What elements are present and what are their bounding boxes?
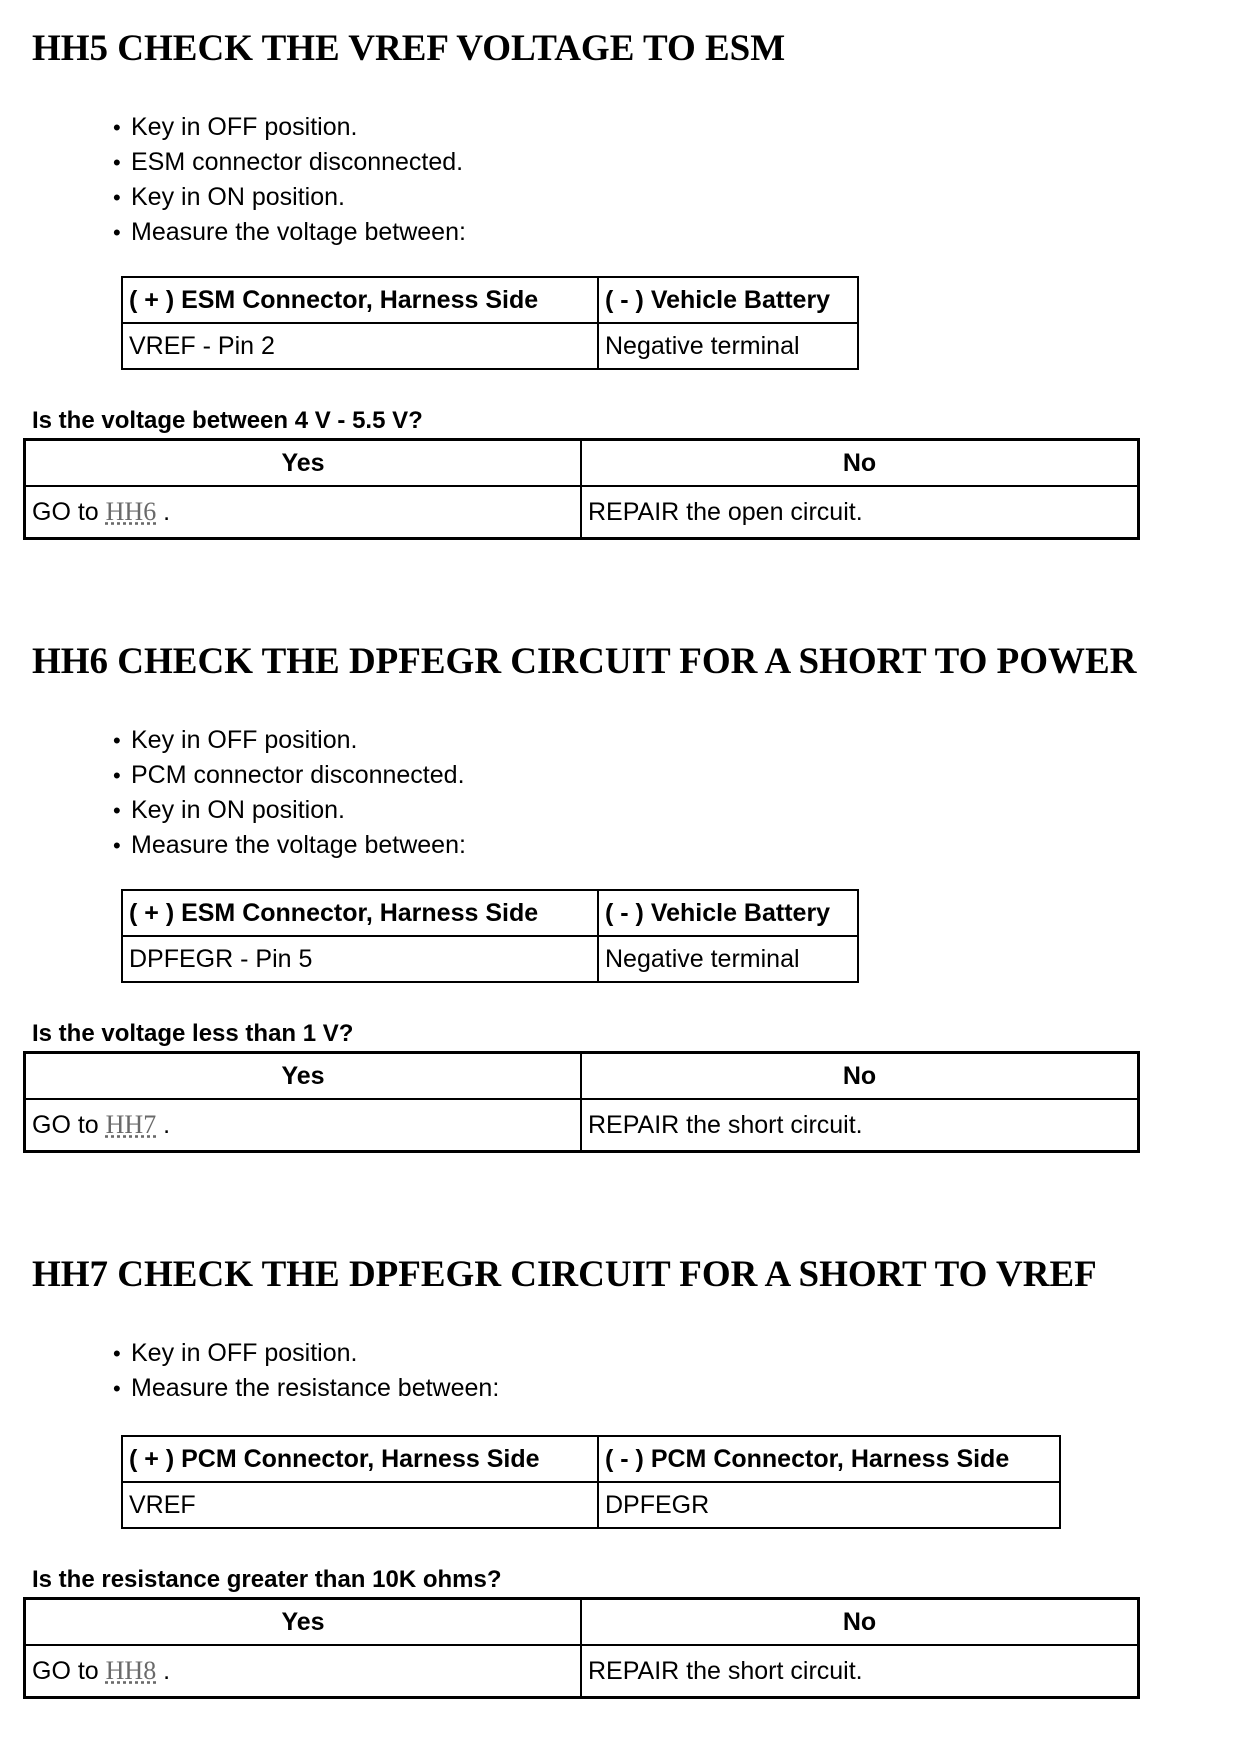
yes-no-table <box>23 1051 1140 1153</box>
measure-header-negative: ( - ) Vehicle Battery <box>598 277 858 323</box>
measure-cell-positive: VREF - Pin 2 <box>122 323 598 369</box>
bullet-icon: • <box>113 150 121 175</box>
yes-action: GO to HH8 . <box>25 1645 582 1698</box>
section-title: HH6 CHECK THE DPFEGR CIRCUIT FOR A SHORT TO POWER <box>32 641 1137 682</box>
step-item: • Key in OFF position. <box>113 723 466 758</box>
step-item: • Measure the resistance between: <box>113 1371 499 1406</box>
bullet-icon: • <box>113 115 121 140</box>
measure-header-negative: ( - ) PCM Connector, Harness Side <box>598 1436 1060 1482</box>
bullet-icon: • <box>113 833 121 858</box>
goto-hh8-link[interactable]: HH8 <box>105 1656 157 1685</box>
step-item: • Key in ON position. <box>113 180 466 215</box>
bullet-icon: • <box>113 1341 121 1366</box>
step-list <box>113 1336 499 1406</box>
no-header: No <box>581 1053 1139 1100</box>
step-item: • Measure the voltage between: <box>113 215 466 250</box>
measure-header-positive: ( + ) PCM Connector, Harness Side <box>122 1436 598 1482</box>
step-list <box>113 110 466 250</box>
step-item: • Key in OFF position. <box>113 1336 499 1371</box>
no-header: No <box>581 440 1139 487</box>
no-action: REPAIR the short circuit. <box>581 1099 1139 1152</box>
yes-header: Yes <box>25 1053 582 1100</box>
section-title: HH5 CHECK THE VREF VOLTAGE TO ESM <box>32 28 786 69</box>
step-item: • ESM connector disconnected. <box>113 145 466 180</box>
goto-hh7-link[interactable]: HH7 <box>105 1110 157 1139</box>
bullet-icon: • <box>113 763 121 788</box>
step-item: • PCM connector disconnected. <box>113 758 466 793</box>
measure-cell-positive: DPFEGR - Pin 5 <box>122 936 598 982</box>
bullet-icon: • <box>113 728 121 753</box>
step-item: • Measure the voltage between: <box>113 828 466 863</box>
measurement-table <box>121 1435 1061 1529</box>
step-item: • Key in OFF position. <box>113 110 466 145</box>
measurement-table <box>121 889 859 983</box>
yes-header: Yes <box>25 440 582 487</box>
bullet-icon: • <box>113 1376 121 1401</box>
measurement-table <box>121 276 859 370</box>
step-item: • Key in ON position. <box>113 793 466 828</box>
measure-cell-positive: VREF <box>122 1482 598 1528</box>
question-text: Is the voltage less than 1 V? <box>32 1020 354 1047</box>
measure-cell-negative: Negative terminal <box>598 936 858 982</box>
no-action: REPAIR the open circuit. <box>581 486 1139 539</box>
step-list <box>113 723 466 863</box>
yes-header: Yes <box>25 1599 582 1646</box>
yes-action: GO to HH6 . <box>25 486 582 539</box>
bullet-icon: • <box>113 798 121 823</box>
measure-header-positive: ( + ) ESM Connector, Harness Side <box>122 277 598 323</box>
measure-header-negative: ( - ) Vehicle Battery <box>598 890 858 936</box>
question-text: Is the resistance greater than 10K ohms? <box>32 1566 502 1593</box>
yes-no-table <box>23 1597 1140 1699</box>
yes-no-table <box>23 438 1140 540</box>
measure-cell-negative: DPFEGR <box>598 1482 1060 1528</box>
bullet-icon: • <box>113 220 121 245</box>
bullet-icon: • <box>113 185 121 210</box>
measure-header-positive: ( + ) ESM Connector, Harness Side <box>122 890 598 936</box>
question-text: Is the voltage between 4 V - 5.5 V? <box>32 407 423 434</box>
measure-cell-negative: Negative terminal <box>598 323 858 369</box>
yes-action: GO to HH7 . <box>25 1099 582 1152</box>
section-title: HH7 CHECK THE DPFEGR CIRCUIT FOR A SHORT TO VREF <box>32 1254 1097 1295</box>
no-header: No <box>581 1599 1139 1646</box>
no-action: REPAIR the short circuit. <box>581 1645 1139 1698</box>
goto-hh6-link[interactable]: HH6 <box>105 497 157 526</box>
